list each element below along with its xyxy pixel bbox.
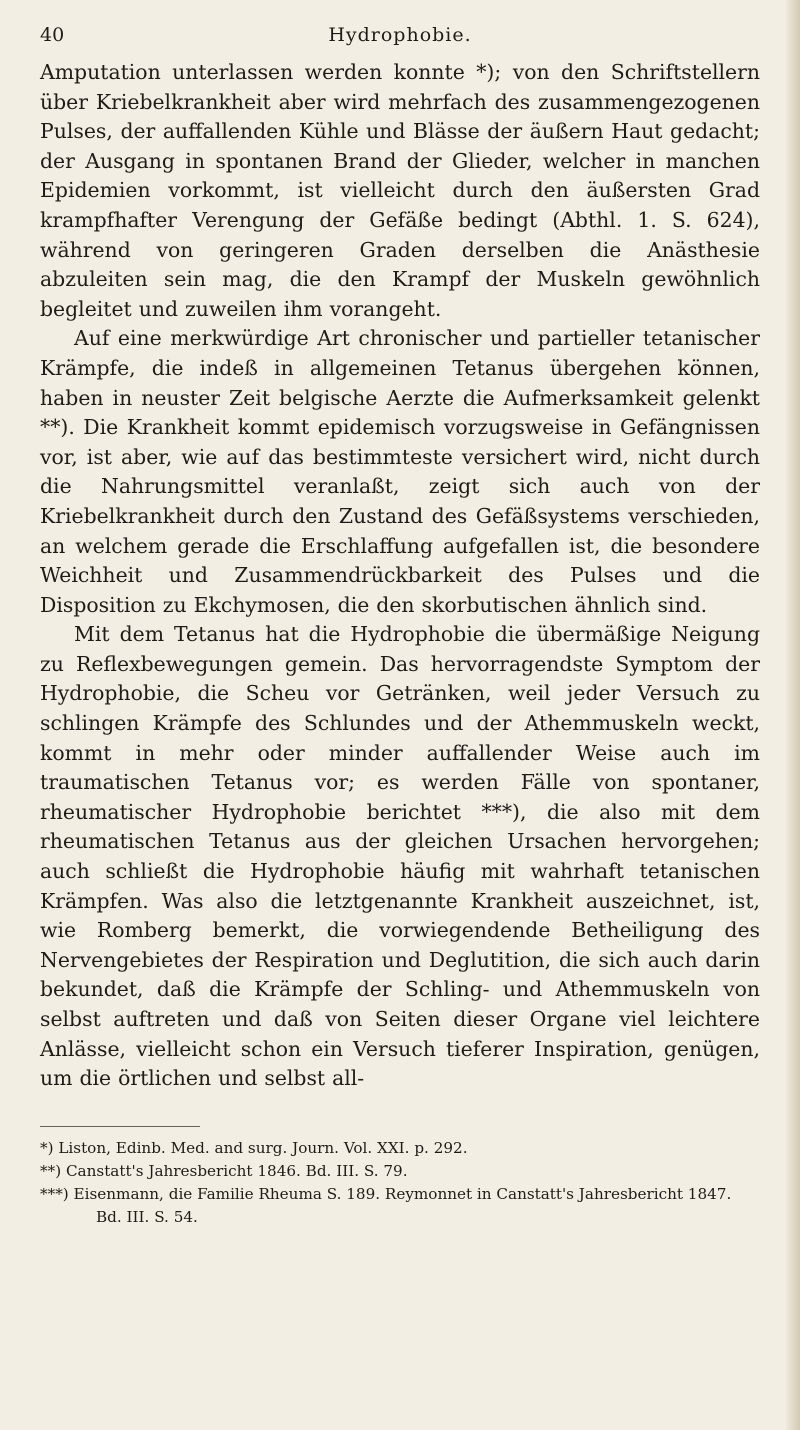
footnote-1: *) Liston, Edinb. Med. and surg. Journ. Vol. XXI. p. 292. bbox=[40, 1138, 468, 1157]
page-header bbox=[40, 24, 760, 58]
paragraph-2: Auf eine merkwürdige Art chronischer und partieller tetanischer Krämpfe, die indeß in allgemeinen Tetanus übergehen können, haben in neuster Zeit belgische Aerzte die Aufmerksamkeit gelenkt **). Die Krankheit kommt epidemisch vorzugsweise in Gefängnissen vor, ist aber, wie auf das bestimmteste versichert wird, nicht durch die Nahrungsmittel veranlaßt, zeigt sich auch von der Kriebelkrankheit durch den Zustand des Gefäßsystems verschieden, an welchem gerade die Erschlaffung aufgefallen ist, die besondere Weichheit und Zusammendrückbarkeit des Pulses und die Disposition zu Ekchymosen, die den skorbutischen ähnlich sind. bbox=[40, 326, 760, 617]
book-page bbox=[40, 24, 760, 1229]
running-head: Hydrophobie. bbox=[328, 24, 472, 46]
page-edge-shadow bbox=[786, 0, 800, 1430]
body-text bbox=[40, 58, 760, 1094]
footnotes bbox=[40, 1137, 760, 1229]
footnote-2: **) Canstatt's Jahresbericht 1846. Bd. III. S. 79. bbox=[40, 1161, 408, 1180]
footnote-divider bbox=[40, 1126, 200, 1127]
footnote-3: ***) Eisenmann, die Familie Rheuma S. 189. Reymonnet in Canstatt's Jahresbericht 1847. Bd. III. S. 54. bbox=[40, 1184, 732, 1226]
page-number: 40 bbox=[40, 24, 65, 46]
paragraph-3: Mit dem Tetanus hat die Hydrophobie die übermäßige Neigung zu Reflexbewegungen gemein. Das hervorragendste Symptom der Hydrophobie, die Scheu vor Getränken, weil jeder Versuch zu schlingen Krämpfe des Schlundes und der Athemmuskeln weckt, kommt in mehr oder minder auffallender Weise auch im traumatischen Tetanus vor; es werden Fälle von spontaner, rheumatischer Hydrophobie berichtet ***), die also mit dem rheumatischen Tetanus aus der gleichen Ursachen hervorgehen; auch schließt die Hydrophobie häufig mit wahrhaft tetanischen Krämpfen. Was also die letztgenannte Krankheit auszeichnet, ist, wie Romberg bemerkt, die vorwiegendende Betheiligung des Nervengebietes der Respiration und Deglutition, die sich auch darin bekundet, daß die Krämpfe der Schling- und Athemmuskeln von selbst auftreten und daß von Seiten dieser Organe viel leichtere Anlässe, vielleicht schon ein Versuch tieferer Inspiration, genügen, um die örtlichen und selbst all- bbox=[40, 622, 760, 1091]
paragraph-1: Amputation unterlassen werden konnte *); von den Schriftstellern über Kriebelkrankheit aber wird mehrfach des zusammengezogenen Pulses, der auffallenden Kühle und Blässe der äußern Haut gedacht; der Ausgang in spontanen Brand der Glieder, welcher in manchen Epidemien vorkommt, ist vielleicht durch den äußersten Grad krampfhafter Verengung der Gefäße bedingt (Abthl. 1. S. 624), während von geringeren Graden derselben die Anästhesie abzuleiten sein mag, die den Krampf der Muskeln gewöhnlich begleitet und zuweilen ihm vorangeht. bbox=[40, 60, 760, 321]
